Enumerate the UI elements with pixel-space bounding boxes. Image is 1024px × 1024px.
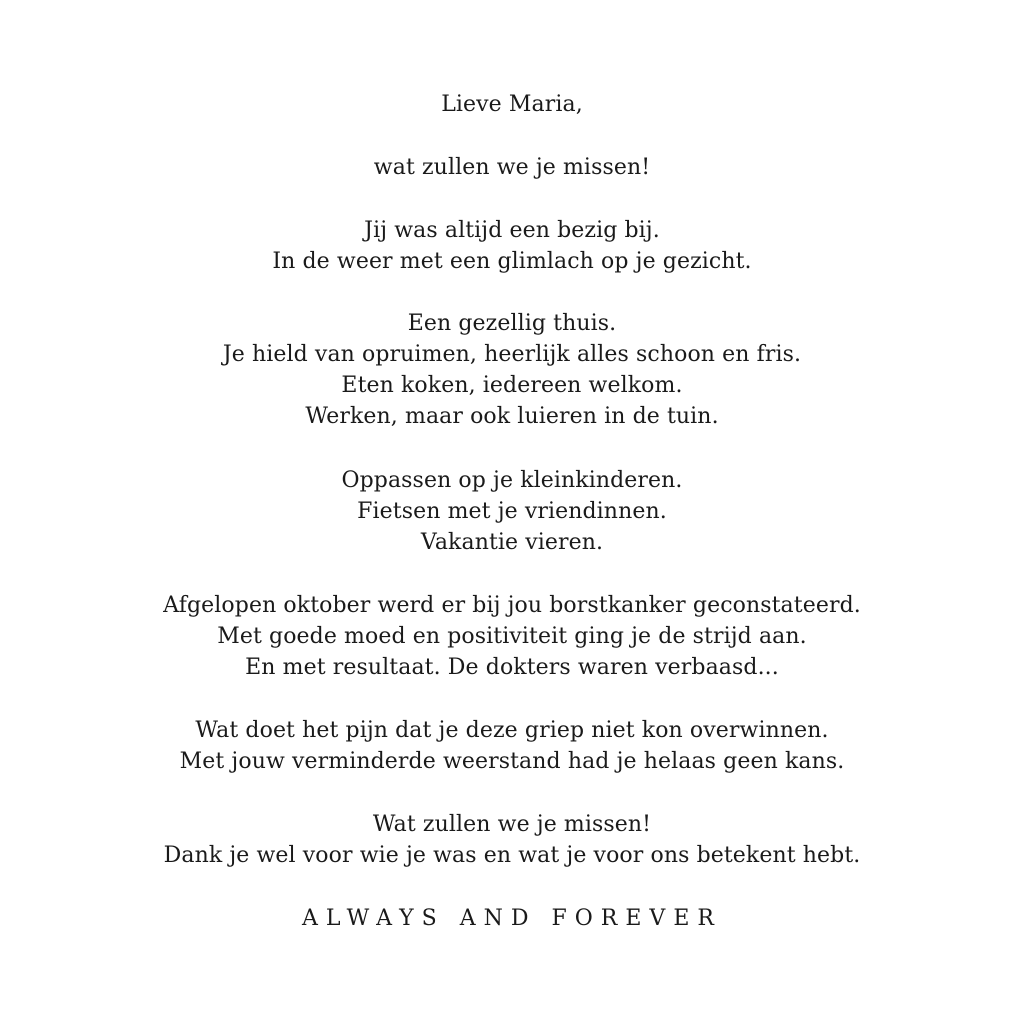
stanza-4-line-1: Oppassen op je kleinkinderen. xyxy=(341,468,683,493)
stanza-7-line-1: Wat zullen we je missen! xyxy=(372,812,652,837)
stanza-5-line-2: Met goede moed en positiviteit ging je de strijd aan. xyxy=(217,624,807,649)
stanza-3-line-2: Je hield van opruimen, heerlijk alles schoon en fris. xyxy=(222,342,802,367)
stanza-5-line-3: En met resultaat. De dokters waren verbaasd... xyxy=(245,655,779,680)
stanza-4-line-2: Fietsen met je vriendinnen. xyxy=(357,499,667,524)
stanza-2-line-1: Jij was altijd een bezig bij. xyxy=(364,218,660,243)
stanza-3-line-3: Eten koken, iedereen welkom. xyxy=(341,373,683,398)
stanza-2-line-2: In de weer met een glimlach op je gezicht. xyxy=(272,249,752,274)
stanza-6-line-1: Wat doet het pijn dat je deze griep niet kon overwinnen. xyxy=(195,718,829,743)
closing-line: ALWAYS AND FOREVER xyxy=(302,906,722,931)
stanza-3-line-4: Werken, maar ook luieren in de tuin. xyxy=(305,404,719,429)
stanza-4-line-3: Vakantie vieren. xyxy=(420,530,604,555)
stanza-1-line-1: wat zullen we je missen! xyxy=(373,155,651,180)
stanza-6-line-2: Met jouw verminderde weerstand had je helaas geen kans. xyxy=(179,749,845,774)
stanza-3-line-1: Een gezellig thuis. xyxy=(407,311,617,336)
stanza-5-line-1: Afgelopen oktober werd er bij jou borstkanker geconstateerd. xyxy=(163,593,861,618)
stanza-7-line-2: Dank je wel voor wie je was en wat je voor ons betekent hebt. xyxy=(163,843,861,868)
salutation: Lieve Maria, xyxy=(441,92,583,117)
